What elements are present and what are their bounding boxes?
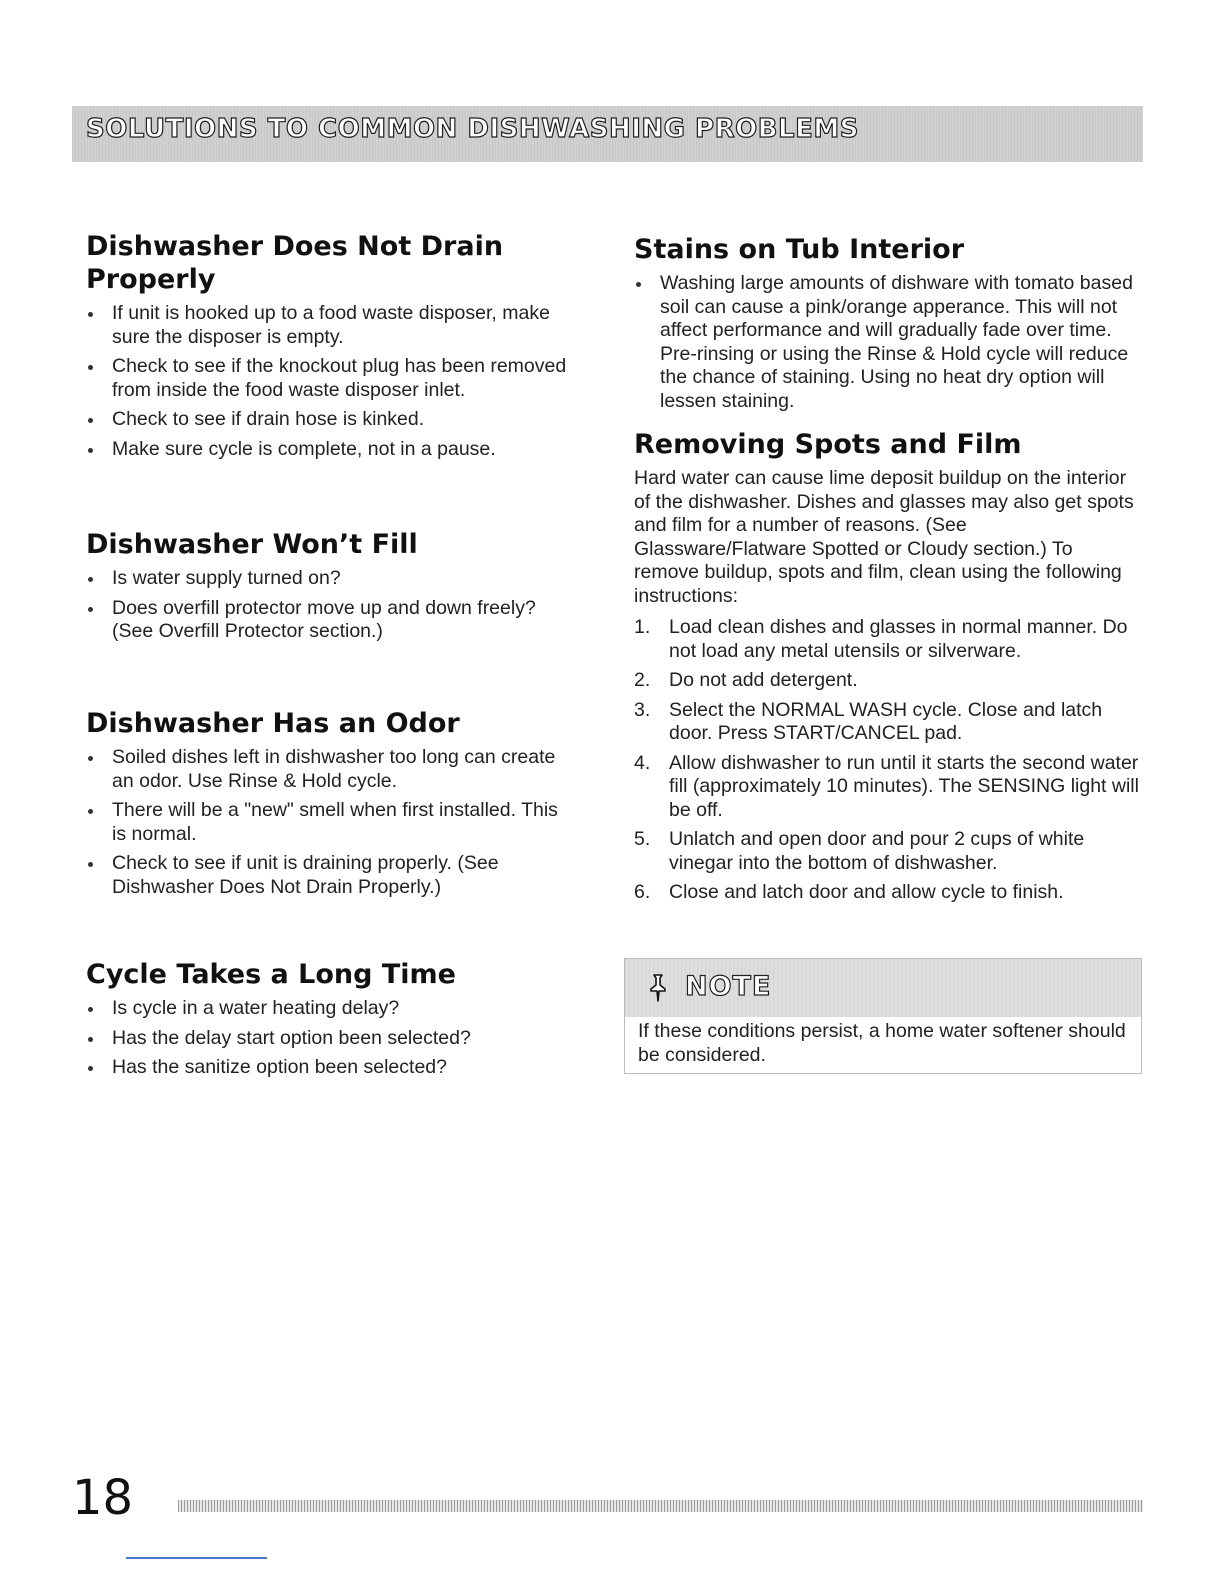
bullet-icon — [88, 365, 93, 370]
section-stains — [634, 233, 1142, 419]
list-item: Has the sanitize option been selected? — [86, 1056, 471, 1080]
bullet-icon — [88, 1007, 93, 1012]
heading-odor: Dishwasher Has an Odor — [86, 708, 460, 739]
section-fill — [86, 528, 576, 650]
bullet-icon — [88, 809, 93, 814]
fill-list — [86, 567, 576, 644]
note-header — [625, 959, 1141, 1017]
list-item: Check to see if unit is draining properly. (See Dishwasher Does Not Drain Properly.) — [86, 852, 576, 899]
bullet-icon — [88, 862, 93, 867]
list-item: Check to see if drain hose is kinked. — [86, 408, 576, 432]
list-item: 3. Select the NORMAL WASH cycle. Close and latch door. Press START/CANCEL pad. — [634, 698, 1103, 744]
list-item: Washing large amounts of dishware with tomato based soil can cause a pink/orange apperance. This will not affect performance and will gradually fade over time. Pre-rinsing or using the Rinse & Hold cycle will reduce the chance of staining. Using no heat dry option will lessen staining. — [634, 272, 1142, 413]
footer-underline — [126, 1557, 267, 1559]
heading-drain-line1: Dishwasher Does Not Drain — [86, 231, 504, 262]
list-item: 6. Close and latch door and allow cycle to finish. — [634, 881, 1064, 903]
bullet-icon — [88, 756, 93, 761]
section-spots — [634, 428, 1142, 911]
page-number: 18 — [72, 1470, 134, 1526]
bullet-icon — [88, 1037, 93, 1042]
list-item: Is water supply turned on? — [86, 567, 576, 591]
list-item: Does overfill protector move up and down freely? (See Overfill Protector section.) — [86, 597, 576, 644]
bullet-icon — [88, 418, 93, 423]
heading-spots: Removing Spots and Film — [634, 429, 1022, 460]
pushpin-icon — [645, 973, 671, 1003]
bullet-icon — [636, 282, 641, 287]
bullet-icon — [88, 1066, 93, 1071]
section-banner — [72, 106, 1143, 162]
list-item: 5. Unlatch and open door and pour 2 cups of white vinegar into the bottom of dishwasher. — [634, 828, 1085, 874]
list-item: 2. Do not add detergent. — [634, 669, 858, 691]
heading-stains: Stains on Tub Interior — [634, 234, 965, 265]
note-box — [624, 958, 1142, 1074]
section-odor — [86, 707, 576, 905]
stains-list — [634, 272, 1142, 413]
heading-fill: Dishwasher Won’t Fill — [86, 529, 418, 560]
list-item: Is cycle in a water heating delay? — [86, 997, 471, 1021]
list-item: Soiled dishes left in dishwasher too long can create an odor. Use Rinse & Hold cycle. — [86, 746, 576, 793]
footer-rule — [178, 1500, 1143, 1512]
list-item: Check to see if the knockout plug has been removed from inside the food waste disposer inlet. — [86, 355, 576, 402]
section-drain — [86, 230, 576, 467]
bullet-icon — [88, 607, 93, 612]
bullet-icon — [88, 312, 93, 317]
list-item: Make sure cycle is complete, not in a pause. — [86, 438, 576, 462]
bullet-icon — [88, 448, 93, 453]
banner-title: SOLUTIONS TO COMMON DISHWASHING PROBLEMS — [86, 114, 859, 144]
bullet-icon — [88, 577, 93, 582]
list-item: There will be a "new" smell when first installed. This is normal. — [86, 799, 576, 846]
odor-list — [86, 746, 576, 899]
spots-intro: Hard water can cause lime deposit buildup on the interior of the dishwasher. Dishes and glasses may also get spots and film for a number of reasons. (See Glassware/Flatware Spotted or Cloudy section.) To remove buildup, spots and film, clean using the following instructions: — [634, 467, 1134, 607]
heading-drain-line2: Properly — [86, 264, 216, 295]
drain-list — [86, 302, 576, 461]
cycle-list — [86, 997, 471, 1080]
spots-steps — [634, 616, 1142, 905]
heading-cycle: Cycle Takes a Long Time — [86, 959, 456, 990]
note-title: NOTE — [685, 971, 772, 1002]
list-item: Has the delay start option been selected? — [86, 1027, 471, 1051]
list-item: If unit is hooked up to a food waste disposer, make sure the disposer is empty. — [86, 302, 576, 349]
list-item: 4. Allow dishwasher to run until it starts the second water fill (approximately 10 minutes). The SENSING light will be off. — [634, 751, 1139, 821]
section-cycle — [86, 958, 471, 1086]
list-item: 1. Load clean dishes and glasses in normal manner. Do not load any metal utensils or silverware. — [634, 616, 1128, 662]
heading-drain — [86, 230, 576, 296]
note-text: If these conditions persist, a home water softener should be considered. — [638, 1020, 1126, 1066]
